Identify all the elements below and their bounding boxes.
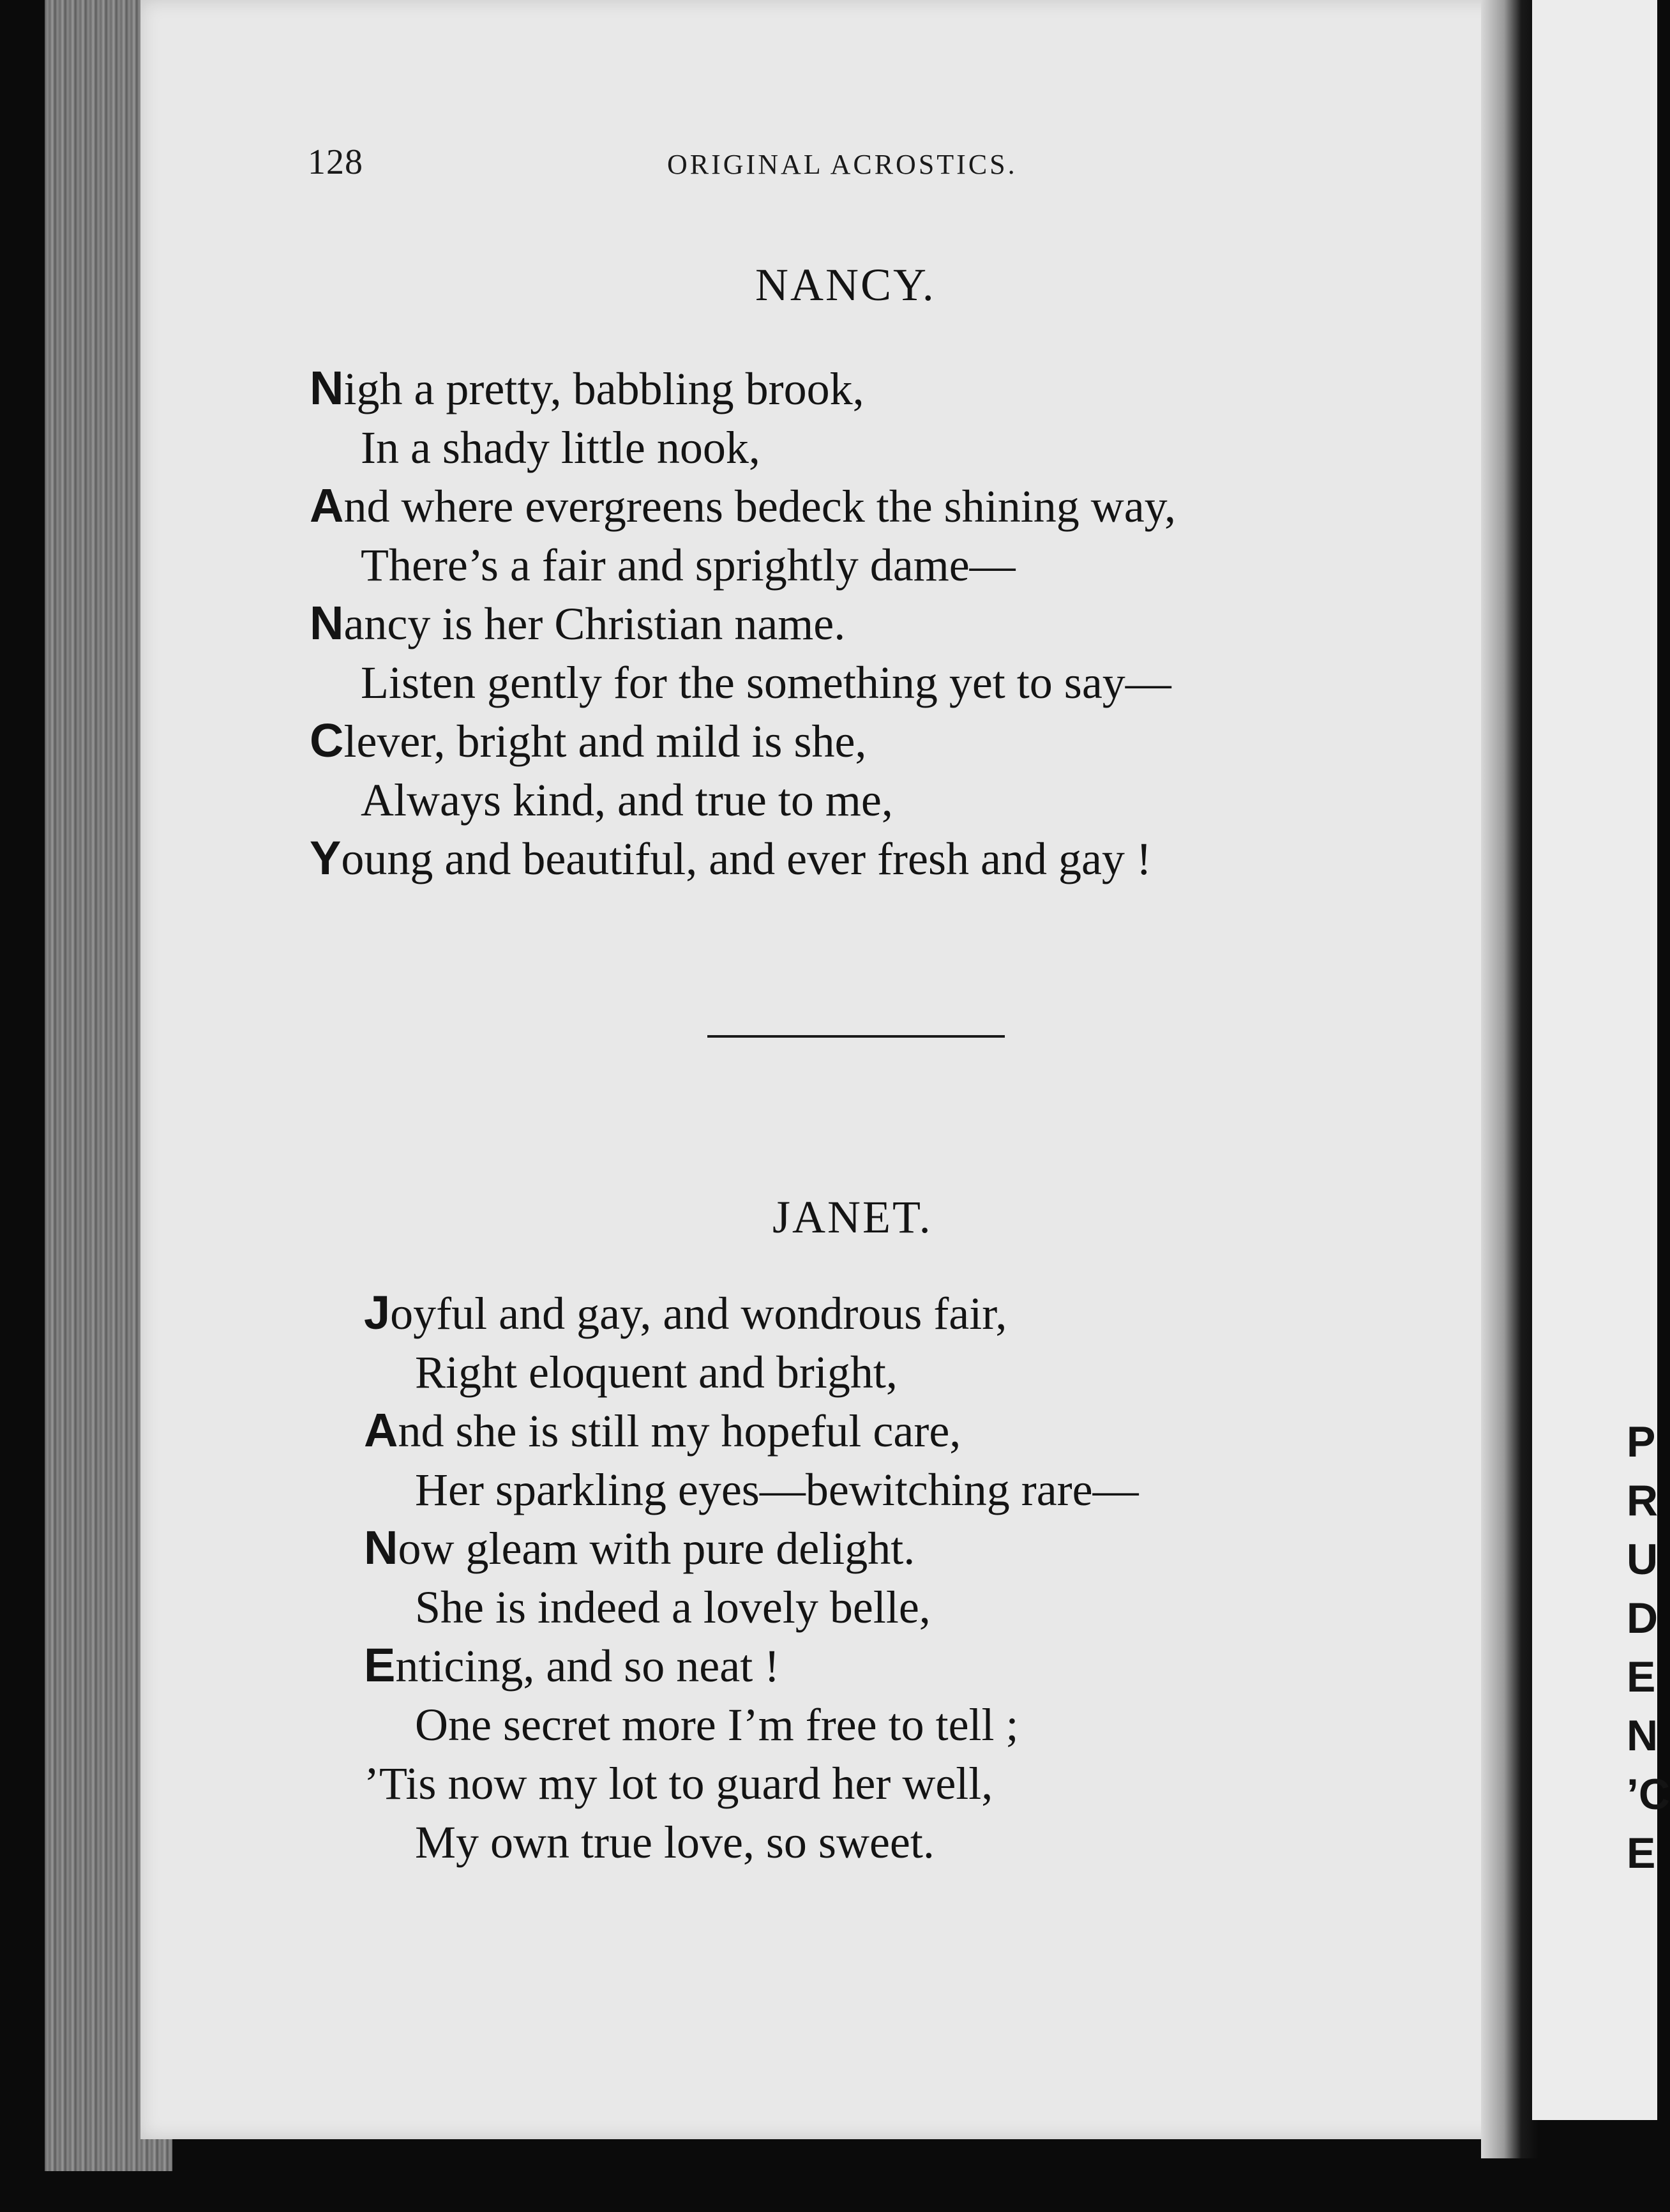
line-text: ancy is her Christian name. xyxy=(343,598,846,649)
poem-line xyxy=(364,1284,1139,1342)
line-text: nticing, and so neat ! xyxy=(395,1640,780,1692)
poem-line xyxy=(364,1754,1139,1812)
poem-line xyxy=(310,770,1176,829)
line-text: igh a pretty, babbling brook, xyxy=(343,363,864,414)
line-text: She is indeed a lovely belle, xyxy=(415,1582,931,1633)
poem-line xyxy=(364,1342,1139,1401)
line-text: ’Tis now my lot to guard her well, xyxy=(364,1758,993,1809)
poem-janet xyxy=(364,1284,1139,1871)
line-text: nd where evergreens bedeck the shining way, xyxy=(343,481,1176,532)
acrostic-initial: A xyxy=(310,479,344,532)
acrostic-initial: N xyxy=(310,361,344,414)
poem-line xyxy=(310,711,1176,770)
book-gutter xyxy=(1481,0,1538,2158)
poem-nancy xyxy=(310,359,1176,888)
poem-title-janet: JANET. xyxy=(772,1192,933,1243)
acrostic-initial: N xyxy=(310,596,344,649)
facing-initial: U xyxy=(1627,1535,1659,1584)
poem-line xyxy=(310,829,1176,888)
page-number: 128 xyxy=(308,142,363,182)
acrostic-initial: N xyxy=(364,1521,398,1574)
facing-initial: E xyxy=(1627,1829,1656,1877)
acrostic-initial: A xyxy=(364,1404,398,1457)
poem-line xyxy=(310,594,1176,653)
poem-line xyxy=(310,476,1176,535)
facing-initial: D xyxy=(1627,1594,1659,1642)
line-text: oyful and gay, and wondrous fair, xyxy=(390,1288,1007,1339)
poem-line xyxy=(364,1577,1139,1636)
poem-line xyxy=(310,418,1176,476)
line-text: Right eloquent and bright, xyxy=(415,1347,898,1398)
line-text: lever, bright and mild is she, xyxy=(343,716,867,767)
acrostic-initial: E xyxy=(364,1639,396,1692)
facing-initial: E xyxy=(1627,1653,1656,1701)
poem-line xyxy=(310,359,1176,418)
facing-initial: ’C xyxy=(1627,1770,1670,1819)
section-divider xyxy=(707,1035,1005,1038)
poem-line xyxy=(310,535,1176,594)
facing-page-initials xyxy=(1627,1413,1670,1882)
acrostic-initial: Y xyxy=(310,831,342,884)
line-text: Listen gently for the something yet to say— xyxy=(361,657,1171,708)
page-header xyxy=(0,142,1657,193)
line-text: There’s a fair and sprightly dame— xyxy=(361,540,1016,591)
line-text: One secret more I’m free to tell ; xyxy=(415,1699,1019,1750)
acrostic-initial: C xyxy=(310,714,344,767)
line-text: nd she is still my hopeful care, xyxy=(398,1405,961,1457)
poem-title-nancy: NANCY. xyxy=(755,259,936,310)
line-text: Her sparkling eyes—bewitching rare— xyxy=(415,1464,1139,1515)
poem-line xyxy=(364,1695,1139,1754)
facing-initial: N xyxy=(1627,1711,1659,1760)
facing-initial: R xyxy=(1627,1476,1659,1525)
poem-line xyxy=(364,1636,1139,1695)
line-text: oung and beautiful, and ever fresh and gay ! xyxy=(341,833,1152,884)
running-head: ORIGINAL ACROSTICS. xyxy=(667,149,1018,180)
line-text: My own true love, so sweet. xyxy=(415,1817,935,1868)
acrostic-initial: J xyxy=(364,1286,391,1339)
poem-line xyxy=(364,1812,1139,1871)
line-text: ow gleam with pure delight. xyxy=(398,1523,915,1574)
poem-line xyxy=(310,653,1176,711)
poem-line xyxy=(364,1519,1139,1577)
line-text: Always kind, and true to me, xyxy=(361,775,893,826)
poem-line xyxy=(364,1401,1139,1460)
line-text: In a shady little nook, xyxy=(361,422,760,473)
poem-line xyxy=(364,1460,1139,1519)
facing-initial: P xyxy=(1627,1418,1656,1466)
